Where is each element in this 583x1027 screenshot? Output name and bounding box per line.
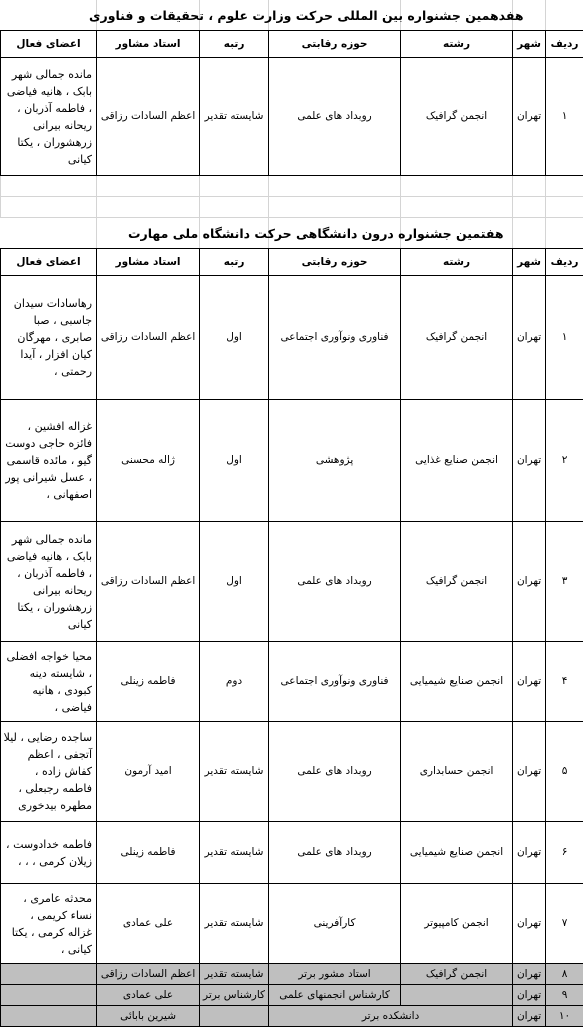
- cell-field: انجمن گرافیک: [401, 58, 513, 176]
- cell-field: انجمن صنایع شیمیایی: [401, 822, 513, 884]
- cell-rank: شایسته تقدیر: [200, 964, 269, 985]
- cell-domain: روبداد های علمی: [269, 58, 401, 176]
- cell-city: تهران: [513, 642, 546, 722]
- cell-members: [1, 964, 97, 985]
- cell-domain: پژوهشی: [269, 400, 401, 522]
- header-row-number: ردیف: [546, 31, 583, 58]
- cell-domain: روبداد های علمی: [269, 822, 401, 884]
- cell-members: غزاله افشین ، فائزه حاجی دوست گیو ، مائده قاسمی ، عسل شیرانی پور اصفهانی ،: [1, 400, 97, 522]
- cell-city: تهران: [513, 884, 546, 964]
- cell-domain: کارشناس انجمنهای علمی: [269, 985, 401, 1006]
- cell-members: محدثه عامری ، نساء کریمی ، غزاله کرمی ، یکتا کیانی ،: [1, 884, 97, 964]
- cell-row-number: ۵: [546, 722, 583, 822]
- cell-city: تهران: [513, 400, 546, 522]
- cell-members: فاطمه خدادوست ، زیلان کرمی ، ، ،: [1, 822, 97, 884]
- cell-row-number: ۷: [546, 884, 583, 964]
- cell-city: تهران: [513, 276, 546, 400]
- cell-row-number: ۴: [546, 642, 583, 722]
- header-members: اعضای فعال: [1, 31, 97, 58]
- cell-rank: شایسته تقدیر: [200, 822, 269, 884]
- cell-members: محیا خواجه افضلی ، شایسته دینه کبودی ، هانیه فیاضی ،: [1, 642, 97, 722]
- section2-header-row: [1, 249, 583, 276]
- cell-domain: کارآفرینی: [269, 884, 401, 964]
- cell-domain: استاد مشور برتر: [269, 964, 401, 985]
- table-row: [1, 522, 583, 642]
- cell-row-number: ۱: [546, 276, 583, 400]
- cell-members: مانده جمالی شهر بابک ، هانیه فیاضی ، فاطمه آذربان ، ریحانه بیرانی زرهشوران ، یکتا کیانی: [1, 58, 97, 176]
- cell-city: تهران: [513, 522, 546, 642]
- cell-field: انجمن گرافیک: [401, 276, 513, 400]
- cell-members: [1, 1006, 97, 1027]
- table-row: [1, 400, 583, 522]
- cell-field: انجمن گرافیک: [401, 964, 513, 985]
- cell-field: انجمن کامپیوتر: [401, 884, 513, 964]
- cell-row-number: ۱۰: [546, 1006, 583, 1027]
- cell-rank: شایسته تقدیر: [200, 884, 269, 964]
- cell-city: تهران: [513, 964, 546, 985]
- table-row: [1, 722, 583, 822]
- section2-title-row: [1, 218, 583, 249]
- cell-city: تهران: [513, 58, 546, 176]
- header-advisor: استاد مشاور: [97, 31, 200, 58]
- cell-domain: فناوری ونوآوری اجتماعی: [269, 276, 401, 400]
- table-row: [1, 822, 583, 884]
- header-city: شهر: [513, 31, 546, 58]
- cell-advisor: اعظم السادات رزاقی: [97, 276, 200, 400]
- empty-cell: [1, 176, 583, 197]
- cell-rank: [200, 1006, 269, 1027]
- table-row-highlighted: [1, 964, 583, 985]
- table-row-highlighted: [1, 985, 583, 1006]
- cell-rank: اول: [200, 276, 269, 400]
- header-city: شهر: [513, 249, 546, 276]
- cell-city: تهران: [513, 1006, 546, 1027]
- cell-domain: دانشکده برتر: [269, 1006, 513, 1027]
- cell-row-number: ۶: [546, 822, 583, 884]
- empty-cell: [1, 197, 583, 218]
- cell-rank: اول: [200, 400, 269, 522]
- section1-header-row: [1, 31, 583, 58]
- cell-field: انجمن صنایع شیمیایی: [401, 642, 513, 722]
- cell-rank: شایسته تقدیر: [200, 58, 269, 176]
- table-row: [1, 884, 583, 964]
- header-domain: حوزه رقابتی: [269, 249, 401, 276]
- header-rank: رتبه: [200, 249, 269, 276]
- cell-row-number: ۹: [546, 985, 583, 1006]
- table-row: [1, 276, 583, 400]
- section2-title: هفتمین جشنواره درون دانشگاهی حرکت دانشگاه ملی مهارت: [1, 218, 583, 249]
- header-advisor: استاد مشاور: [97, 249, 200, 276]
- header-row-number: ردیف: [546, 249, 583, 276]
- table-row-highlighted: [1, 1006, 583, 1027]
- cell-rank: شایسته تقدیر: [200, 722, 269, 822]
- empty-row: [1, 176, 583, 197]
- section1-title-row: [1, 0, 583, 31]
- cell-advisor: اعظم السادات رزاقی: [97, 522, 200, 642]
- cell-city: تهران: [513, 822, 546, 884]
- cell-members: [1, 985, 97, 1006]
- cell-advisor: فاطمه زینلی: [97, 642, 200, 722]
- cell-field: انجمن حسابداری: [401, 722, 513, 822]
- cell-row-number: ۸: [546, 964, 583, 985]
- cell-advisor: ژاله محسنی: [97, 400, 200, 522]
- cell-advisor: فاطمه زینلی: [97, 822, 200, 884]
- cell-advisor: شیرین بابائی: [97, 1006, 200, 1027]
- cell-members: رهاسادات سیدان جاسبی ، صبا صابری ، مهرگان کیان افزار ، آیدا رحمتی ،: [1, 276, 97, 400]
- section1-title: هفدهمین جشنواره بین المللی حرکت وزارت علوم ، تحقیقات و فناوری: [1, 0, 583, 31]
- cell-rank: اول: [200, 522, 269, 642]
- cell-advisor: اعظم السادات رزاقی: [97, 964, 200, 985]
- header-rank: رتبه: [200, 31, 269, 58]
- cell-advisor: اعظم السادات رزاقی: [97, 58, 200, 176]
- empty-row: [1, 197, 583, 218]
- cell-field: انجمن صنایع غذایی: [401, 400, 513, 522]
- cell-advisor: علی عمادی: [97, 985, 200, 1006]
- cell-row-number: ۳: [546, 522, 583, 642]
- cell-field: انجمن گرافیک: [401, 522, 513, 642]
- cell-city: تهران: [513, 722, 546, 822]
- cell-domain: فناوری ونوآوری اجتماعی: [269, 642, 401, 722]
- cell-domain: روبداد های علمی: [269, 522, 401, 642]
- cell-advisor: امید آرمون: [97, 722, 200, 822]
- header-field: رشته: [401, 249, 513, 276]
- cell-rank: کارشناس برتر: [200, 985, 269, 1006]
- header-field: رشته: [401, 31, 513, 58]
- cell-row-number: ۲: [546, 400, 583, 522]
- cell-rank: دوم: [200, 642, 269, 722]
- cell-advisor: علی عمادی: [97, 884, 200, 964]
- cell-domain: روبداد های علمی: [269, 722, 401, 822]
- cell-field: [401, 985, 513, 1006]
- header-domain: حوزه رقابتی: [269, 31, 401, 58]
- cell-city: تهران: [513, 985, 546, 1006]
- table-row: [1, 642, 583, 722]
- table-row: [1, 58, 583, 176]
- cell-members: ساجده رضایی ، لیلا آتجفی ، اعظم کفاش زاده ، فاطمه رجبعلی ، مطهره بیدخوری: [1, 722, 97, 822]
- cell-members: مانده جمالی شهر بابک ، هانیه فیاضی ، فاطمه آذربان ، ریحانه بیرانی زرهشوران ، یکتا کیانی: [1, 522, 97, 642]
- cell-row-number: ۱: [546, 58, 583, 176]
- header-members: اعضای فعال: [1, 249, 97, 276]
